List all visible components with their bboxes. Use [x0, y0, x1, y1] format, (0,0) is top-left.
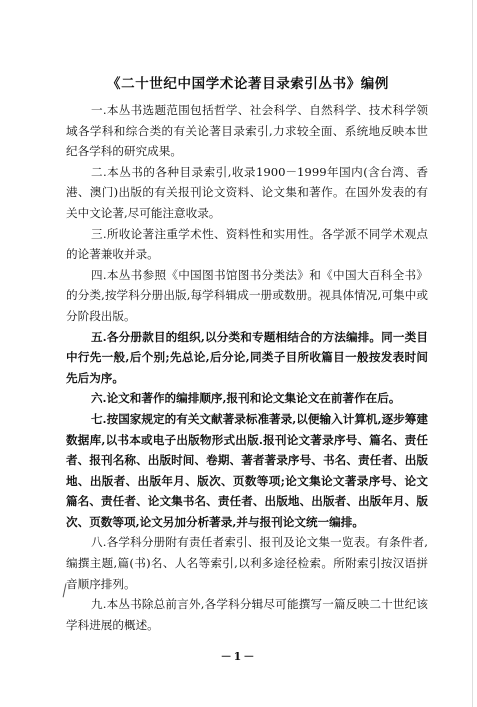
paragraph-7: 七.按国家规定的有关文献著录标准著录,以便输入计算机,逐步筹建数据库,以书本或电子出版物形式出版.报刊论文著录序号、篇名、责任者、报刊名称、出版时间、卷期、著者著录序号、书名、责任者、出版地、出版者、出版年月、版次、页数等项;论文集论文著录序号、论文篇名、责任者、论文集书名、责任者、出版地、出版者、出版年月、版次、页数等项,论文另加分析著录,并与报刊论文统一编排。 — [66, 411, 428, 529]
page-number: －1－ — [220, 650, 257, 663]
document-title: 《二十世纪中国学术论著目录索引丛书》编例 — [107, 76, 389, 92]
paragraph-9: 九.本丛书除总前言外,各学科分辑尽可能撰写一篇反映二十世纪该学科进展的概述。 — [66, 597, 428, 632]
paragraph-3: 三.所收论著注重学术性、资料性和实用性。各学派不同学术观点的论著兼收并录。 — [66, 226, 428, 262]
paragraph-1: 一.本丛书选题范围包括哲学、社会科学、自然科学、技术科学领域各学科和综合类的有关论著目录索引,力求较全面、系统地反映本世纪各学科的研究成果。 — [66, 103, 428, 159]
paragraph-4: 四.本丛书参照《中国图书馆图书分类法》和《中国大百科全书》的分类,按学科分册出版,每学科辑成一册或数册。视具体情况,可集中或分阶段出版。 — [66, 267, 428, 323]
document-body — [66, 100, 428, 635]
paragraph-2: 二.本丛书的各种目录索引,收录1900－1999年国内(含台湾、香港、澳门)出版的有关报刊论文资料、论文集和著作。在国外发表的有关中文论著,尽可能注意收录。 — [66, 164, 428, 220]
scan-edge-divider — [472, 0, 473, 707]
paragraph-6: 六.论文和著作的编排顺序,报刊和论文集论文在前著作在后。 — [90, 391, 401, 406]
paragraph-8: 八.各学科分册附有责任者索引、报刊及论文集一览表。有条件者,编撰主题,篇(书)名、人名等索引,以利多途径检索。所附索引按汉语拼音顺序排列。 — [66, 535, 428, 591]
paragraph-5: 五.各分册款目的组织,以分类和专题相结合的方法编排。同一类目中行先一般,后个别;先总论,后分论,同类子目所收篇目一般按发表时间先后为序。 — [66, 329, 428, 385]
